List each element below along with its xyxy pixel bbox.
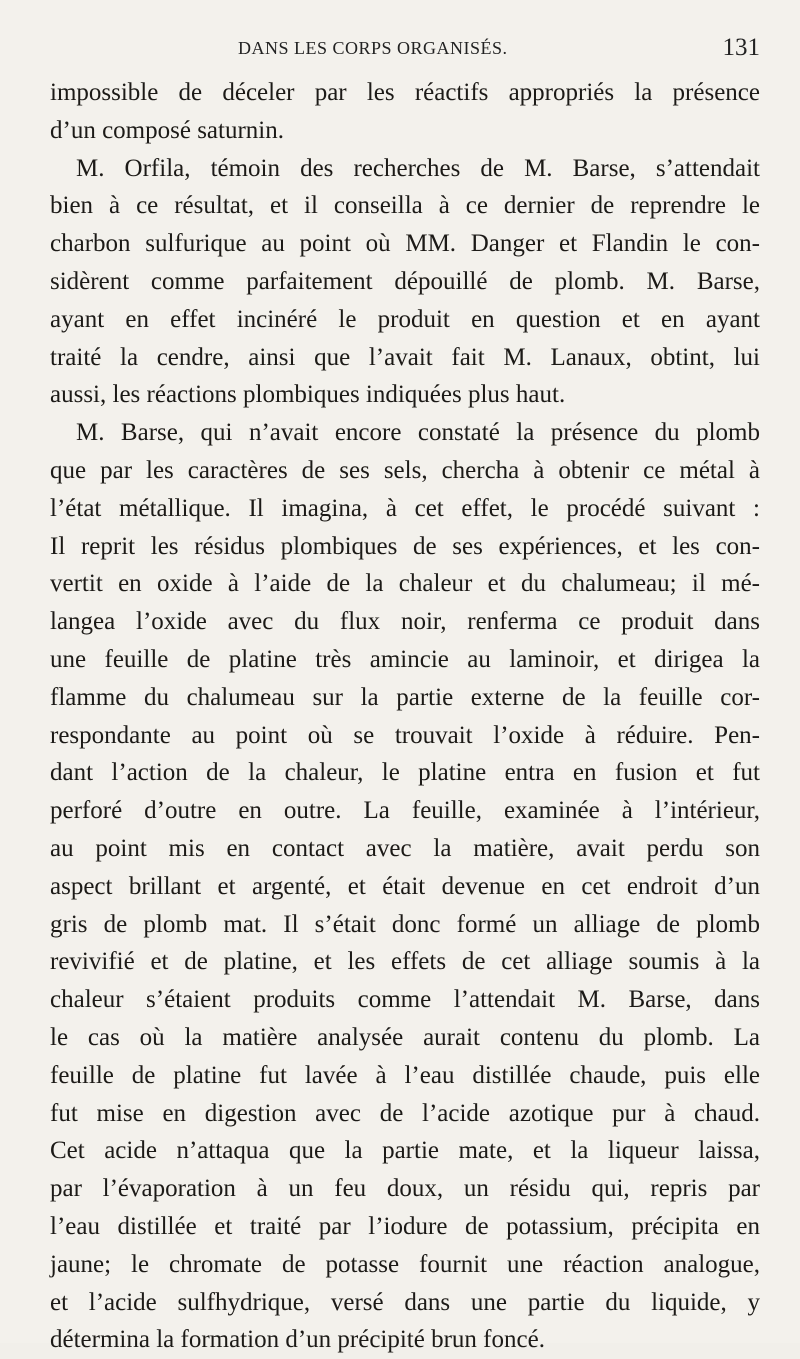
text-line: revivifié et de platine, et les effets de cet alliage soumis à la [50,948,760,976]
text-line: respondante au point où se trouvait l’oxide à réduire. Pen- [50,721,760,749]
text-line: et l’acide sulfhydrique, versé dans une partie du liquide, y [50,1288,760,1316]
text-line: l’eau distillée et traité par l’iodure de potassium, précipita en [50,1212,760,1240]
text-line: aspect brillant et argenté, et était devenue en cet endroit d’un [50,872,760,900]
text-line: fut mise en digestion avec de l’acide azotique pur à chaud. [50,1099,760,1127]
running-head [48,34,760,64]
text-line: l’état métallique. Il imagina, à cet effet, le procédé suivant : [50,494,760,522]
text-line: Il reprit les résidus plombiques de ses expériences, et les con- [50,532,760,560]
text-line: M. Orfila, témoin des recherches de M. Barse, s’attendait [76,154,760,182]
text-line: au point mis en contact avec la matière, avait perdu son [50,834,760,862]
text-line: détermina la formation d’un précipité brun foncé. [50,1326,545,1354]
text-line: vertit en oxide à l’aide de la chaleur et du chalumeau; il mé- [50,570,760,598]
text-line: d’un composé saturnin. [50,116,284,144]
text-line: M. Barse, qui n’avait encore constaté la présence du plomb [76,419,760,447]
text-line: le cas où la matière analysée aurait contenu du plomb. La [50,1023,760,1051]
text-line: impossible de déceler par les réactifs appropriés la présence [50,79,760,106]
running-title: DANS LES CORPS ORGANISÉS. [238,38,508,58]
text-line: une feuille de platine très amincie au laminoir, et dirigea la [50,645,760,673]
text-line: charbon sulfurique au point où MM. Danger et Flandin le con- [50,230,760,258]
text-line: dant l’action de la chaleur, le platine entra en fusion et fut [50,759,760,787]
text-line: aussi, les réactions plombiques indiquées plus haut. [50,381,566,409]
text-line: jaune; le chromate de potasse fournit une réaction analogue, [50,1250,760,1278]
text-line: chaleur s’étaient produits comme l’attendait M. Barse, dans [50,986,760,1014]
text-line: bien à ce résultat, et il conseilla à ce dernier de reprendre le [50,192,760,220]
text-line: que par les caractères de ses sels, chercha à obtenir ce métal à [50,456,760,484]
text-line: par l’évaporation à un feu doux, un résidu qui, repris par [50,1175,760,1203]
text-line: traité la cendre, ainsi que l’avait fait M. Lanaux, obtint, lui [50,343,760,371]
page-number: 131 [722,34,760,61]
text-line: Cet acide n’attaqua que la partie mate, et la liqueur laissa, [50,1137,760,1165]
body-text [50,74,760,1359]
text-line: perforé d’outre en outre. La feuille, examinée à l’intérieur, [50,797,760,825]
text-line: langea l’oxide avec du flux noir, renferma ce produit dans [50,608,760,636]
text-line: sidèrent comme parfaitement dépouillé de plomb. M. Barse, [50,267,760,295]
text-line: flamme du chalumeau sur la partie externe de la feuille cor- [50,683,760,711]
text-line: feuille de platine fut lavée à l’eau distillée chaude, puis elle [50,1061,760,1089]
text-line: gris de plomb mat. Il s’était donc formé un alliage de plomb [50,910,760,938]
text-line: ayant en effet incinéré le produit en question et en ayant [50,305,760,333]
